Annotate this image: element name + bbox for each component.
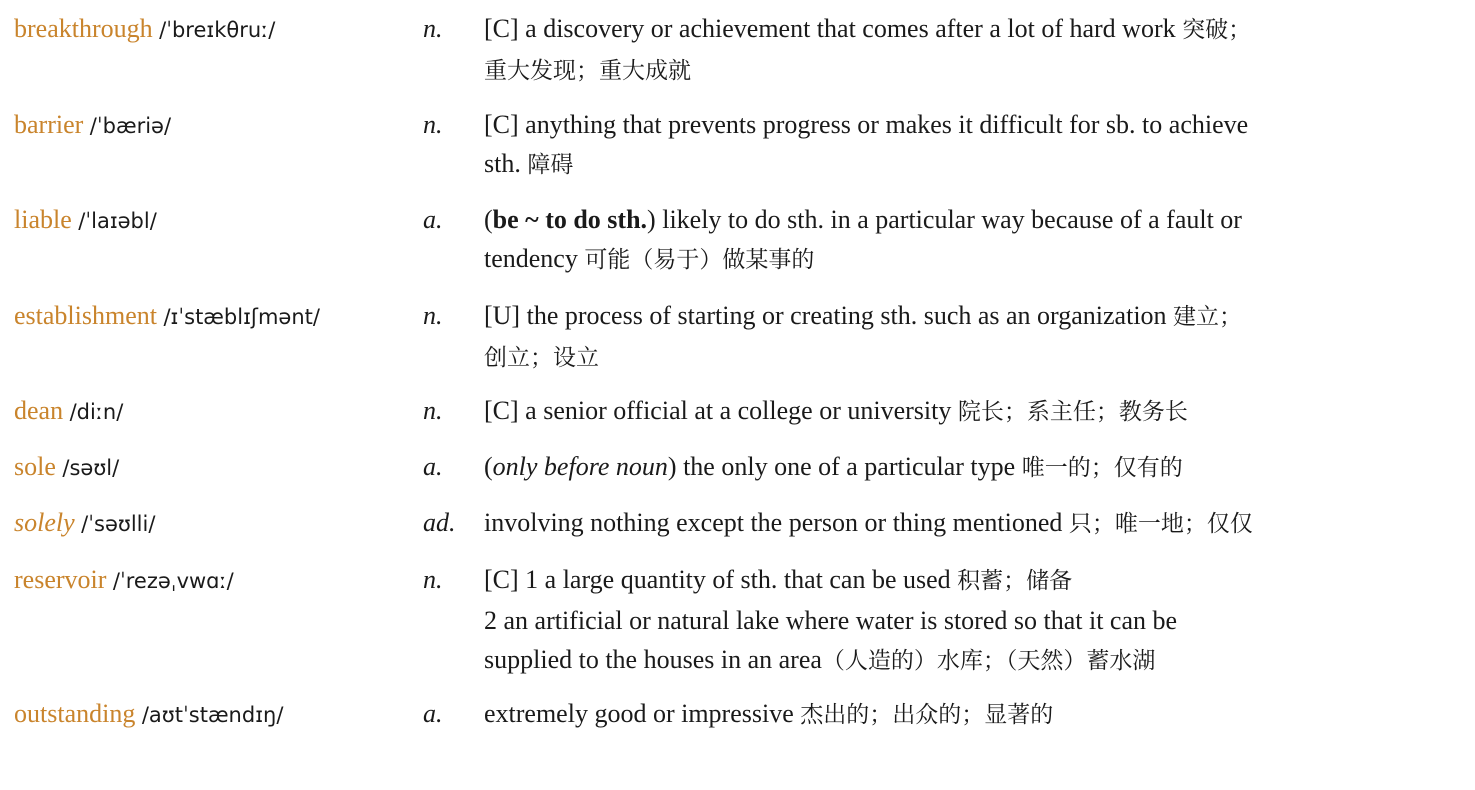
part-of-speech: n. bbox=[423, 565, 443, 594]
definition-text: tendency bbox=[484, 244, 578, 273]
headword-group bbox=[14, 9, 275, 50]
translation: 唯一的；仅有的 bbox=[1021, 455, 1183, 481]
definition bbox=[484, 9, 1449, 91]
headword-group bbox=[14, 200, 157, 241]
definition-line: (only before noun) the only one of a particular type 唯一的；仅有的 bbox=[484, 452, 1183, 481]
definition-text: [U] the process of starting or creating sth. such as an organization bbox=[484, 301, 1167, 330]
definition bbox=[484, 560, 1449, 681]
part-of-speech: a. bbox=[423, 205, 443, 234]
definition-line bbox=[484, 144, 1449, 185]
definition bbox=[484, 447, 1449, 488]
headword: liable bbox=[14, 205, 72, 234]
translation: 重大发现；重大成就 bbox=[484, 58, 691, 84]
part-of-speech: ad. bbox=[423, 508, 456, 537]
headword: barrier bbox=[14, 110, 84, 139]
definition bbox=[484, 105, 1449, 185]
phonetic: /ɪˈstæblɪʃmənt/ bbox=[163, 305, 320, 329]
headword-group bbox=[14, 694, 283, 735]
phonetic: /aʊtˈstændɪŋ/ bbox=[141, 703, 284, 727]
translation: 可能（易于）做某事的 bbox=[584, 247, 815, 273]
definition-line bbox=[484, 105, 1449, 144]
headword-group bbox=[14, 105, 171, 146]
definition bbox=[484, 694, 1449, 735]
translation: 障碍 bbox=[527, 152, 574, 178]
part-of-speech: a. bbox=[423, 699, 443, 728]
headword: solely bbox=[14, 508, 75, 537]
phonetic: /ˈbæriə/ bbox=[89, 114, 172, 138]
phonetic: /ˈlaɪəbl/ bbox=[78, 209, 157, 233]
definition-text: [C] a discovery or achievement that comes after a lot of hard work bbox=[484, 14, 1176, 43]
headword: breakthrough bbox=[14, 14, 153, 43]
definition-line bbox=[484, 503, 1449, 544]
headword: sole bbox=[14, 452, 56, 481]
definition-text: involving nothing except the person or thing mentioned bbox=[484, 508, 1063, 537]
headword: establishment bbox=[14, 301, 157, 330]
definition-text: [C] anything that prevents progress or makes it difficult for sb. to achieve bbox=[484, 110, 1249, 139]
headword-group bbox=[14, 560, 234, 601]
phonetic: /ˈrezəˌvwɑː/ bbox=[112, 569, 234, 593]
translation: 院长；系主任；教务长 bbox=[957, 399, 1188, 425]
part-of-speech: n. bbox=[423, 301, 443, 330]
definition-text: sth. bbox=[484, 149, 521, 178]
part-of-speech: n. bbox=[423, 14, 443, 43]
definition-text: [C] 1 a large quantity of sth. that can be used bbox=[484, 565, 951, 594]
translation: 突破； bbox=[1182, 17, 1252, 43]
translation: 只；唯一地；仅仅 bbox=[1068, 511, 1253, 537]
definition-text: 2 an artificial or natural lake where water is stored so that it can be bbox=[484, 606, 1178, 635]
translation: 杰出的；出众的；显著的 bbox=[800, 702, 1054, 728]
translation: 建立； bbox=[1173, 304, 1243, 330]
headword-group bbox=[14, 296, 320, 337]
usage-pattern: be ~ to do sth. bbox=[492, 205, 648, 234]
translation: （人造的）水库；（天然）蓄水湖 bbox=[821, 648, 1156, 674]
definition-text: [C] a senior official at a college or university bbox=[484, 396, 952, 425]
part-of-speech: a. bbox=[423, 452, 443, 481]
headword-group bbox=[14, 391, 123, 432]
phonetic: /diːn/ bbox=[69, 400, 124, 424]
headword: reservoir bbox=[14, 565, 107, 594]
definition-line bbox=[484, 694, 1449, 735]
definition-line bbox=[484, 296, 1449, 337]
usage-note: only before noun bbox=[492, 452, 668, 481]
phonetic: /ˈbreɪkθruː/ bbox=[159, 18, 276, 42]
definition bbox=[484, 200, 1449, 280]
part-of-speech: n. bbox=[423, 396, 443, 425]
translation: 积蓄；储备 bbox=[957, 568, 1073, 594]
part-of-speech: n. bbox=[423, 110, 443, 139]
definition-line bbox=[484, 9, 1449, 50]
headword-group bbox=[14, 447, 119, 488]
definition-line bbox=[484, 239, 1449, 280]
definition-line bbox=[484, 391, 1449, 432]
headword-group bbox=[14, 503, 155, 544]
definition-line bbox=[484, 560, 1449, 601]
headword: outstanding bbox=[14, 699, 136, 728]
phonetic: /ˈsəʊlli/ bbox=[81, 512, 156, 536]
definition-text: extremely good or impressive bbox=[484, 699, 794, 728]
definition-text: the only one of a particular type bbox=[683, 452, 1016, 481]
translation: 创立；设立 bbox=[484, 345, 599, 371]
definition-line: (be ~ to do sth.) likely to do sth. in a particular way because of a fault or bbox=[484, 205, 1242, 234]
definition-line bbox=[484, 601, 1449, 640]
definition-text: supplied to the houses in an area bbox=[484, 645, 822, 674]
definition bbox=[484, 391, 1449, 432]
definition-line bbox=[484, 50, 1449, 91]
definition bbox=[484, 296, 1449, 378]
definition-text: likely to do sth. in a particular way because of a fault or bbox=[662, 205, 1242, 234]
definition-line bbox=[484, 337, 1449, 378]
phonetic: /səʊl/ bbox=[62, 456, 120, 480]
headword: dean bbox=[14, 396, 64, 425]
definition bbox=[484, 503, 1449, 544]
definition-line bbox=[484, 640, 1449, 681]
